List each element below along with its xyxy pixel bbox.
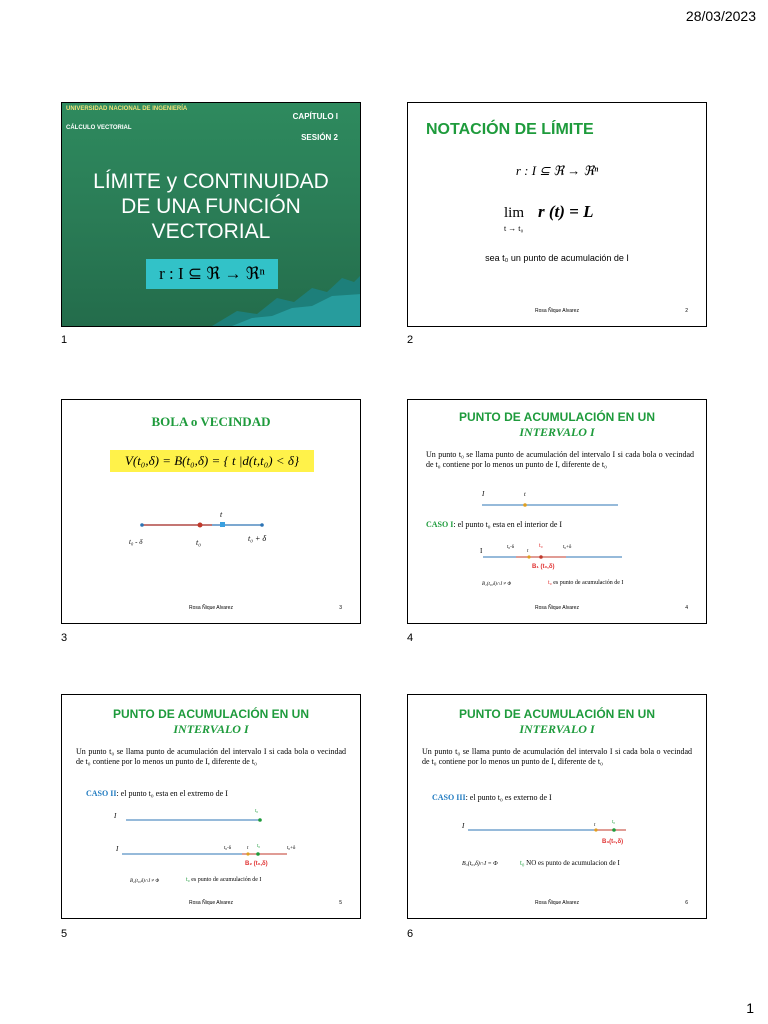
title-line2: INTERVALO I [519, 722, 595, 736]
definition-text: Un punto t₀ se llama punto de acumulación del intervalo I si cada bola o vecindad de t₀ contiene por lo menos un punto de I, diferente de t₀ [422, 747, 692, 766]
slide-1 [61, 102, 361, 327]
slide-4 [407, 399, 707, 624]
mountain-graphic [62, 266, 361, 326]
print-date: 28/03/2023 [685, 8, 756, 24]
conclusion [548, 580, 623, 586]
interval-label-top: I [114, 812, 117, 820]
title-line1: PUNTO DE ACUMULACIÓN EN UN [458, 410, 655, 424]
interval-label: I [482, 490, 485, 498]
case-label: CASO I [426, 520, 454, 529]
slide-2 [407, 102, 707, 327]
intersection-condition: B₂(t₀,δ)∩I ≠ Φ [130, 879, 160, 884]
interval-diagram [62, 810, 361, 870]
conclusion-text: es punto de acumulación de I [551, 580, 624, 586]
slide1-title-line3: VECTORIAL [151, 220, 271, 243]
case-text: : el punto t₀ esta en el interior de I [453, 520, 563, 529]
session-label: SESIÓN 2 [301, 133, 338, 142]
title-line1: PUNTO DE ACUMULACIÓN EN UN [458, 707, 655, 721]
slide-5 [61, 694, 361, 919]
left-endpoint-label: t₀ - δ [129, 538, 143, 546]
case-line [86, 789, 228, 798]
lim-expression: r (t) = L [538, 202, 594, 221]
definition-text: Un punto t₀ se llama punto de acumulación del intervalo I si cada bola o vecindad de t₀ contiene por lo menos un punto de I, diferente de t₀ [426, 450, 694, 469]
right-endpoint-label: t₀+δ [287, 846, 296, 851]
conclusion-text: NO es punto de acumulacion de I [524, 859, 620, 867]
lim-word: lim [504, 205, 525, 221]
slide1-formula: r : I ⊆ ℜ → ℜⁿ [146, 259, 278, 289]
neighborhood-diagram [62, 505, 361, 555]
case-label: CASO III [432, 793, 466, 802]
course-name: CÁLCULO VECTORIAL [66, 125, 132, 131]
footer-author: Rosa Ñique Alvarez [535, 900, 579, 906]
right-endpoint-label: t₀ + δ [248, 534, 267, 543]
chapter-label: CAPÍTULO I [292, 112, 338, 121]
ball-label: B₃(t₀,δ) [602, 839, 624, 845]
title-line2: INTERVALO I [519, 425, 595, 439]
lim-subscript: t → t₀ [504, 224, 524, 233]
footer-page: 4 [685, 605, 688, 611]
case-label: CASO II [86, 789, 117, 798]
t0-label: t₀ [257, 844, 261, 849]
slide2-formula: r : I ⊆ ℜ → ℜⁿ [515, 163, 599, 178]
slide-3 [61, 399, 361, 624]
slide-number: 5 [61, 928, 68, 940]
case-line [426, 520, 562, 529]
footer-author: Rosa Ñique Alvarez [189, 605, 233, 611]
conclusion [186, 877, 261, 883]
conclusion-text: es punto de acumulación de I [189, 877, 262, 883]
interval-diagram [408, 820, 707, 850]
t-label: t [247, 846, 249, 851]
title-line2: INTERVALO I [173, 722, 249, 736]
footer-page: 3 [339, 605, 342, 611]
conclusion [520, 859, 620, 867]
conclusion-t0: t₀ [520, 859, 525, 867]
slide1-title [62, 169, 360, 244]
interval-label: I [462, 822, 465, 830]
case-text: : el punto t₀ esta en el extremo de I [116, 789, 228, 798]
definition-text: Un punto t₀ se llama punto de acumulación del intervalo I si cada bola o vecindad de t₀ contiene por lo menos un punto de I, diferente de t₀ [76, 747, 346, 766]
page-number: 1 [746, 1000, 754, 1016]
title-line1: PUNTO DE ACUMULACIÓN EN UN [112, 707, 309, 721]
slide-number: 1 [61, 334, 68, 346]
t-label: t [594, 823, 596, 828]
interval-I-label: I [480, 547, 483, 555]
ball-formula: V(t₀,δ) = B(t₀,δ) = { t |d(t,t₀) < δ} [110, 450, 314, 472]
t0-label: t₀ [612, 820, 616, 825]
slide5-title [62, 707, 360, 737]
left-endpoint-label: t₀-δ [224, 846, 232, 851]
slide2-title: NOTACIÓN DE LÍMITE [426, 121, 594, 138]
slide4-title [408, 410, 706, 440]
slide1-title-line2: DE UNA FUNCIÓN [121, 195, 301, 218]
conclusion-t0: t₀ [548, 580, 552, 586]
ball-label: B₁ (t₀,δ) [532, 564, 555, 570]
footer-author: Rosa Ñique Alvarez [535, 605, 579, 611]
slide1-title-line1: LÍMITE y CONTINUIDAD [93, 170, 329, 193]
right-endpoint-label: t₀+δ [563, 545, 572, 550]
footer-page: 6 [685, 900, 688, 906]
footer-author: Rosa Ñique Alvarez [535, 308, 579, 314]
intersection-condition: B₃(t₀,δ)∩I = Φ [462, 861, 498, 867]
case-line [432, 793, 552, 802]
point-t-label: t [524, 492, 526, 498]
slide-number: 2 [407, 334, 414, 346]
slide-number: 6 [407, 928, 414, 940]
slide2-caption: sea t₀ un punto de acumulación de I [485, 253, 629, 263]
left-endpoint-label: t₀-δ [507, 545, 515, 550]
footer-page: 5 [339, 900, 342, 906]
conclusion-t0: t₀ [186, 877, 190, 883]
intersection-condition: B₁(t₀,δ)∩I ≠ Φ [482, 582, 512, 587]
slide6-title [408, 707, 706, 737]
point-t-label: t [220, 510, 223, 519]
ball-label: B₂ (t₀,δ) [245, 861, 268, 867]
interval-diagram [408, 495, 707, 585]
slide-6 [407, 694, 707, 919]
t0-label: t₀ [539, 543, 543, 549]
footer-author: Rosa Ñique Alvarez [189, 900, 233, 906]
footer-page: 2 [685, 308, 688, 314]
slide-number: 4 [407, 632, 414, 644]
center-label: t₀ [196, 538, 202, 547]
t0-top-label: t₀ [255, 809, 259, 814]
t-label: t [527, 549, 529, 554]
slide3-title: BOLA o VECINDAD [151, 414, 271, 429]
slide-number: 3 [61, 632, 68, 644]
case-text: : el punto t₀ es externo de I [465, 793, 552, 802]
interval-label-bottom: I [116, 845, 119, 853]
university-name: UNIVERSIDAD NACIONAL DE INGENIERÍA [66, 106, 188, 112]
